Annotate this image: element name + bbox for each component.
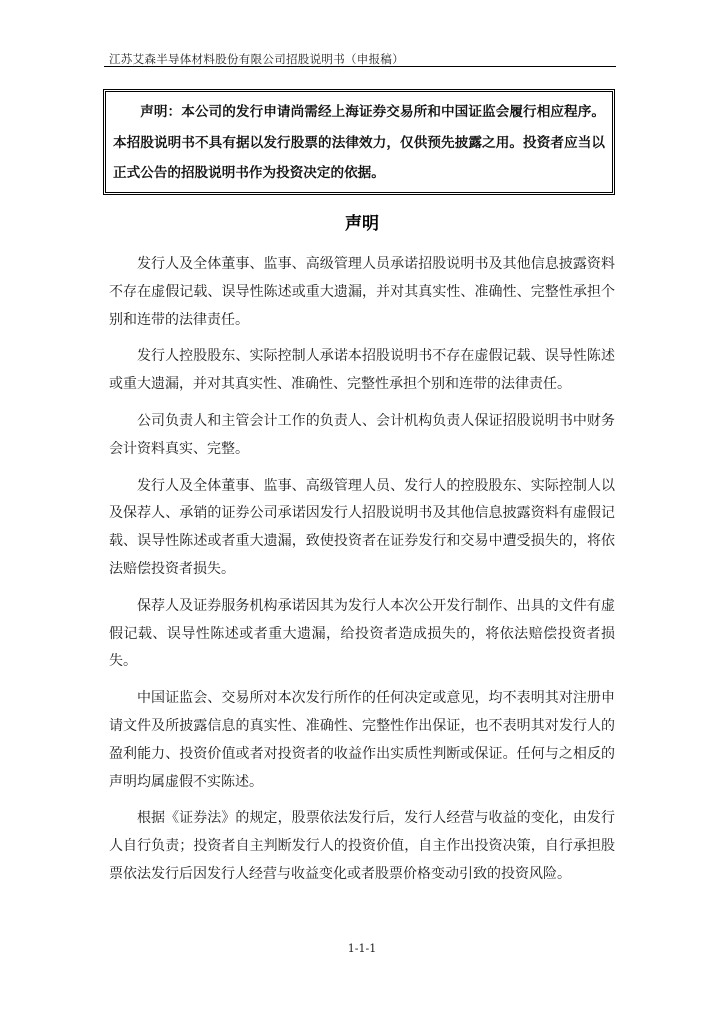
declaration-paragraph-regulator: 中国证监会、交易所对本次发行所作的任何决定或意见，均不表明其对注册申请文件及所披露信息的真实性、准确性、完整性作出保证，也不表明其对发行人的盈利能力、投资价值或者对投资者的收益作出实质性判断或保证。任何与之相反的声明均属虚假不实陈述。 <box>109 690 615 790</box>
page-title: 声明 <box>345 214 379 234</box>
preliminary-disclosure-notice-box <box>103 89 615 195</box>
running-header: 江苏艾森半导体材料股份有限公司招股说明书（申报稿） <box>109 52 404 66</box>
header-divider <box>104 66 616 67</box>
declaration-body <box>109 251 615 898</box>
declaration-paragraph-financial-officers: 公司负责人和主管会计工作的负责人、会计机构负责人保证招股说明书中财务会计资料真实、完整。 <box>109 412 615 457</box>
declaration-paragraph-sponsor: 保荐人及证券服务机构承诺因其为发行人本次公开发行制作、出具的文件有虚假记载、误导性陈述或者重大遗漏，给投资者造成损失的，将依法赔偿投资者损失。 <box>109 597 615 670</box>
declaration-paragraph-investment-risk: 根据《证券法》的规定，股票依法发行后，发行人经营与收益的变化，由发行人自行负责；投资者自主判断发行人的投资价值，自主作出投资决策，自行承担股票依法发行后因发行人经营与收益变化或者股票价格变动引致的投资风险。 <box>109 810 615 882</box>
declaration-paragraph-controlling-shareholder: 发行人控股股东、实际控制人承诺本招股说明书不存在虚假记载、误导性陈述或重大遗漏，并对其真实性、准确性、完整性承担个别和连带的法律责任。 <box>109 348 615 393</box>
page-number: 1-1-1 <box>347 942 377 955</box>
declaration-paragraph-compensation: 发行人及全体董事、监事、高级管理人员、发行人的控股股东、实际控制人以及保荐人、承销的证券公司承诺因发行人招股说明书及其他信息披露资料有虚假记载、误导性陈述或者重大遗漏，致使投资者在证券发行和交易中遭受损失的，将依法赔偿投资者损失。 <box>109 477 615 577</box>
preliminary-disclosure-notice: 声明：本公司的发行申请尚需经上海证券交易所和中国证监会履行相应程序。本招股说明书不具有据以发行股票的法律效力，仅供预先披露之用。投资者应当以正式公告的招股说明书作为投资决定的依据。 <box>113 104 605 181</box>
declaration-paragraph-issuer-directors: 发行人及全体董事、监事、高级管理人员承诺招股说明书及其他信息披露资料不存在虚假记载、误导性陈述或重大遗漏，并对其真实性、准确性、完整性承担个别和连带的法律责任。 <box>109 256 615 328</box>
